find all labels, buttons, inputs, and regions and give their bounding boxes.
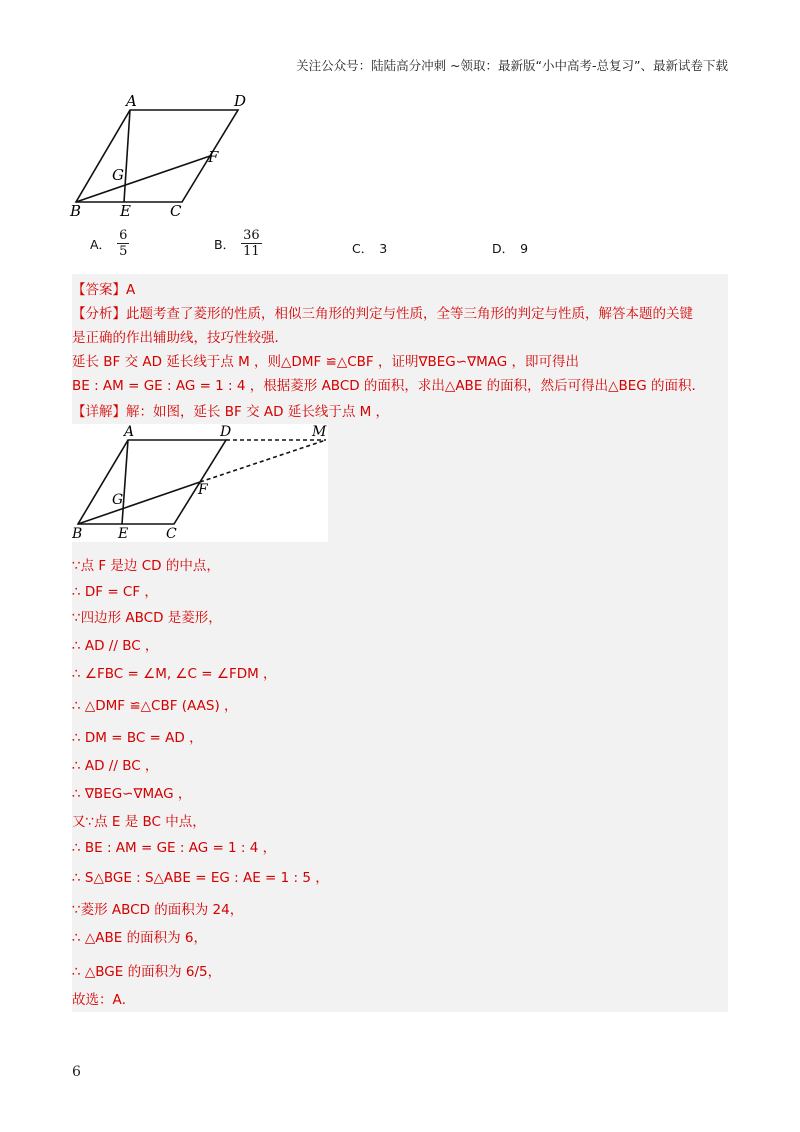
step-line: 故选：A． xyxy=(72,992,136,1008)
choice-d xyxy=(492,239,528,257)
choice-value: 3 xyxy=(379,240,388,256)
fraction xyxy=(241,228,262,259)
detail-line: 【详解】解：如图，延长 BF 交 AD 延长线于点 M ， xyxy=(72,404,390,420)
label-g: G xyxy=(112,492,124,508)
label-c: C xyxy=(166,526,177,542)
label-f: F xyxy=(208,148,219,166)
step-line: ∴ ∠FBC = ∠M, ∠C = ∠FDM ， xyxy=(72,666,277,682)
label-g: G xyxy=(112,166,124,184)
step-line: ∵四边形 ABCD 是菱形， xyxy=(72,610,222,626)
analysis-line-2: 是正确的作出辅助线，技巧性较强． xyxy=(72,330,288,346)
step-line: ∴ DM = BC = AD ， xyxy=(72,730,203,746)
step-line: ∵点 F 是边 CD 的中点， xyxy=(72,558,220,574)
analysis-line-1: 【分析】此题考查了菱形的性质，相似三角形的判定与性质，全等三角形的判定与性质，解答本题的关键 xyxy=(72,306,693,322)
answer-line: 【答案】A xyxy=(72,282,136,298)
denominator: 11 xyxy=(243,244,260,259)
step-line: ∴ △BGE 的面积为 6/5， xyxy=(72,964,222,980)
label-a: A xyxy=(126,94,137,110)
label-d: D xyxy=(220,424,232,440)
label-c: C xyxy=(170,202,182,218)
page-number: 6 xyxy=(72,1064,81,1080)
fraction xyxy=(117,228,129,259)
rhombus-figure xyxy=(68,94,268,218)
label-a: A xyxy=(124,424,135,440)
choice-c xyxy=(352,239,387,257)
label-f: F xyxy=(198,482,208,498)
step-line: ∴ DF = CF ， xyxy=(72,584,158,600)
label-e: E xyxy=(118,526,129,542)
step-line: ∴ S△BGE : S△ABE = EG : AE = 1 : 5 ， xyxy=(72,870,329,886)
extended-rhombus-figure xyxy=(72,424,328,542)
numerator: 6 xyxy=(119,228,128,243)
solution-box xyxy=(72,274,728,1012)
analysis-line-3: 延长 BF 交 AD 延长线于点 M ，则△DMF ≌△CBF ，证明∇BEG∽∇MAG ，即可得出 xyxy=(72,354,579,370)
step-line: 又∵点 E 是 BC 中点， xyxy=(72,814,206,830)
label-b: B xyxy=(70,202,82,218)
denominator: 5 xyxy=(119,244,128,259)
choice-value: 9 xyxy=(520,240,529,256)
choice-label: D． xyxy=(492,241,515,256)
label-m: M xyxy=(312,424,327,440)
step-line: ∴ BE : AM = GE : AG = 1 : 4 ， xyxy=(72,840,277,856)
step-line: ∴ △ABE 的面积为 6， xyxy=(72,930,207,946)
step-line: ∴ AD // BC ， xyxy=(72,638,159,654)
answer-choices xyxy=(90,228,730,268)
analysis-line-4: BE : AM = GE : AG = 1 : 4 ，根据菱形 ABCD 的面积，求出△ABE 的面积，然后可得出△BEG 的面积． xyxy=(72,378,706,394)
label-b: B xyxy=(72,526,83,542)
step-line: ∴ ∇BEG∽∇MAG ， xyxy=(72,786,192,802)
choice-label: C． xyxy=(352,241,374,256)
choice-label: A． xyxy=(90,236,112,252)
numerator: 36 xyxy=(243,228,260,243)
step-line: ∴ △DMF ≌△CBF (AAS) ， xyxy=(72,698,238,714)
label-d: D xyxy=(234,94,247,110)
label-e: E xyxy=(120,202,131,218)
step-line: ∵菱形 ABCD 的面积为 24， xyxy=(72,902,244,918)
choice-label: B． xyxy=(214,236,236,252)
choice-b xyxy=(214,228,262,259)
page-header: 关注公众号：陆陆高分冲刺 ~领取：最新版“小中高考-总复习”、最新试卷下载 xyxy=(296,58,728,73)
choice-a xyxy=(90,228,129,259)
step-line: ∴ AD // BC ， xyxy=(72,758,159,774)
